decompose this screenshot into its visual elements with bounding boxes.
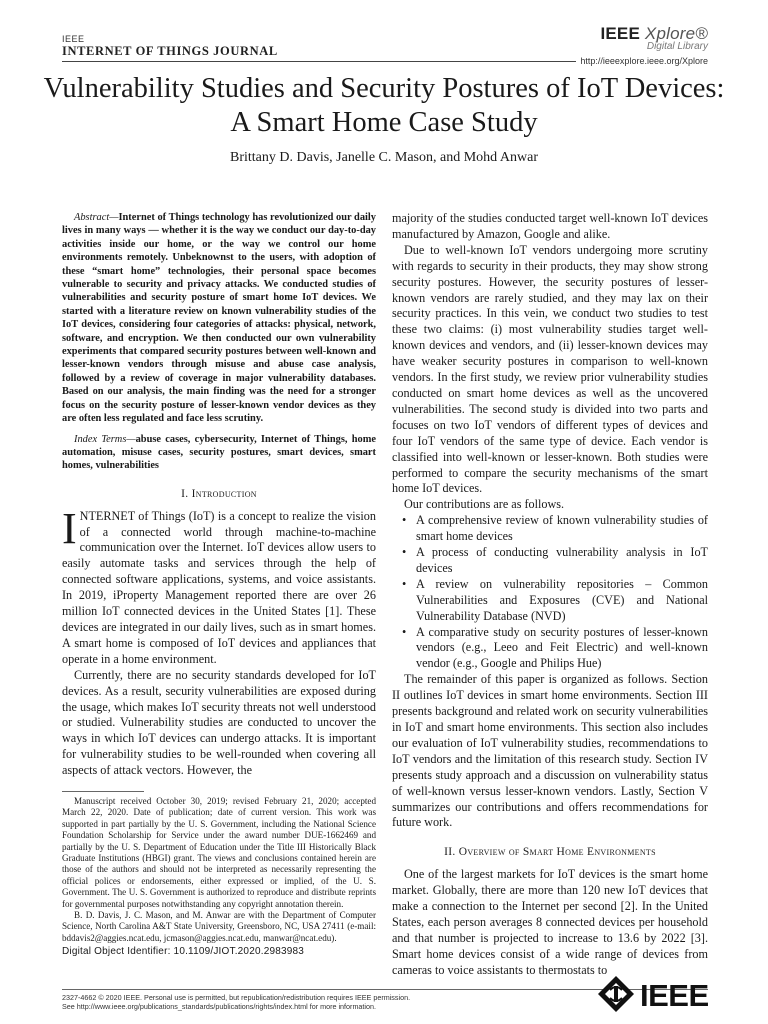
list-item: • A comprehensive review of known vulnerability studies of smart home devices [392,513,708,545]
xplore-url[interactable]: http://ieeexplore.ieee.org/Xplore [576,56,708,66]
publisher-label: IEEE [62,34,85,44]
intro-paragraph-2: Currently, there are no security standards developed for IoT devices. As a result, security vulnerabilities are exposed during the usage, which makes IoT security threats not well understood or studied. Vulnerability studies are conducted to uncover the ways in which IoT devices can undergo attacks. It is important for vulnerability studies to be well-rounded when covering all aspects of attack vectors. However, the [62,667,376,778]
intro-paragraph-1 [62,503,376,668]
right-paragraph-2: Due to well-known IoT vendors undergoing more scrutiny with regards to security in their products, they may show strong security postures. However, the security postures of lesser-known vendors are rarely studied, and they may lax on their security practices. In this vein, we conduct two studies to test these two claims: (i) most vulnerability studies target well-known devices and vendors, and (ii) lesser-known devices may have weaker security postures in comparison to well-known vendors. In the first study, we review prior vulnerability studies conducted on smart home devices as well as the uncovered vulnerabilities. The second study is divided into two parts and focuses on two IoT vendors of different types of devices and four IoT vendors of the same type of device. Each vendor is classified into well-known or lesser-known. Both studies were performed to compare the security mechanisms of the smart home IoT devices. [392,242,708,496]
right-paragraph-4: The remainder of this paper is organized as follows. Section II outlines IoT devices in smart home environments. Section III presents background and related work on security vulnerabilities in IoT and smart home environments. This section also includes our evaluation of IoT vulnerability studies, recommendations to IoT vendors and the limitation of this research study. Section IV presents study approach and a discussion on vulnerability status of well-known versus lesser-known vendors. Lastly, Section V summarizes our contributions and offers recommendations for future work. [392,672,708,830]
section-title: Overview of Smart Home Environments [458,846,656,859]
section-heading-overview [392,845,708,861]
copyright-line-1: 2327-4662 © 2020 IEEE. Personal use is permitted, but republication/redistribution requires IEEE permission. [62,993,411,1002]
list-item: • A process of conducting vulnerability analysis in IoT devices [392,545,708,577]
left-column [62,211,376,779]
ieee-diamond-icon [596,974,636,1014]
journal-name: INTERNET OF THINGS JOURNAL [62,44,278,58]
right-paragraph-5: One of the largest markets for IoT devices is the smart home market. Globally, there are more than 120 new IoT devices that make a connection to the Internet per second [2]. In the United States, each person averages 8 connected devices per household and that number is projected to increase to 13.6 by 2022 [3]. Smart home devices consist of a wide range of devices from cameras to voice assistants to thermostats to [392,867,708,977]
contribution-list [392,513,708,672]
abstract [62,211,376,426]
footnote-manuscript: Manuscript received October 30, 2019; revised February 21, 2020; accepted March 22, 2020. Date of publication; date of current version. This work was supported in part partially by the U. S. Government, including the National Science Foundation Scholarship for Service under the award number DUE-1662469 and partially by the U. S. Department of Education under the Title III Historically Black Graduate Institutions (HBGI) grant. The views and conclusions contained herein are those of the authors and should not be interpreted as necessarily representing the official polices or endorsements, either expressed or implied, of the U. S. Government. The U. S. Government is authorized to reproduce and distribute reprints for governmental purposes notwithstanding any copyright annotation therein. [62,796,376,909]
section-title: Introduction [191,487,257,500]
drop-cap: I [62,503,77,553]
xplore-subtitle: Digital Library [646,41,708,52]
doi: Digital Object Identifier: 10.1109/JIOT.2020.2983983 [62,946,305,957]
ieee-logo [596,974,710,1014]
footnote-affiliations: B. D. Davis, J. C. Mason, and M. Anwar are with the Department of Computer Science, North Carolina A&T State University, Greensboro, NC, USA 27411 (e-mail: bddavis2@aggies.ncat.edu, jcmason@aggies.ncat.edu, manwar@ncat.edu). [62,910,376,943]
right-paragraph-continued: majority of the studies conducted target well-known IoT devices manufactured by Amazon, Google and alike. [392,211,708,241]
copyright-notice [62,993,532,1011]
index-terms [62,433,376,473]
right-paragraph-3: Our contributions are as follows. [404,497,565,512]
list-item: • A review on vulnerability repositories – Common Vulnerabilities and Exposures (CVE) and National Vulnerability Database (NVD) [392,577,708,625]
index-terms-body: abuse cases, cybersecurity, Internet of Things, home automation, misuse cases, security postures, smart devices, smart homes, vulnerabilities [62,433,376,472]
abstract-body: Internet of Things technology has revolutionized our daily lives in many ways — whether it is the way we conduct our day-to-day activities inside our home, or the way we control our home environments remotely. Unbeknownst to the users, with adoption of these “smart home” technologies, their personal space becomes vulnerable to security and privacy attacks. We conducted studies of vulnerabilities and security posture of smart home IoT devices. We started with a literature review on known vulnerability studies of the IoT devices, considering four categories of attacks: physical, network, software, and encryption. We then conducted our own vulnerability experiments that compared security postures between well-known and lesser-known vendors through misuse and abuse case analysis, followed by a review of coverage in major vulnerability databases. Based on our analysis, the main finding was the need for a stronger focus on the security posture of lesser-known vendor devices as they are often less regulated and face less scrutiny. [62,212,376,425]
abstract-lead: Abstract— [74,212,119,223]
footnote-block [62,796,376,944]
section-numeral: II. [444,846,459,859]
section-heading-introduction [62,487,376,503]
index-terms-lead: Index Terms— [74,433,136,445]
xplore-brand: IEEE [600,24,640,43]
copyright-line-2: See http://www.ieee.org/publications_standards/publications/rights/index.html for more information. [62,1002,377,1011]
ieee-xplore-logo [600,24,708,52]
author-list: Brittany D. Davis, Janelle C. Mason, and Mohd Anwar [230,150,538,165]
section-numeral: I. [181,487,192,500]
right-column [392,211,708,979]
list-item: • A comparative study on security postures of lesser-known vendors (e.g., Leeo and Feit Electric) and well-known vendor (e.g., Google and Philips Hue) [392,625,708,673]
xplore-name: Xplore® [644,24,708,43]
intro-paragraph-1-text: NTERNET of Things (IoT) is a concept to realize the vision of a connected world through machine-to-machine communication over the Internet. IoT devices allow users to easily automate tasks and services through the help of connected software applications, systems, and voice assistants. In 2019, iProperty Management reported there are over 26 million IoT connected devices in the United States [1]. These devices are integrated in our daily lives, such as in smart homes. A smart home is composed of IoT devices and appliances that operate in a home environment. [62,508,376,666]
ieee-logo-text: IEEE [640,978,709,1013]
footnote-divider [62,791,144,792]
paper-title: Vulnerability Studies and Security Postures of IoT Devices: A Smart Home Case Study [43,73,725,138]
